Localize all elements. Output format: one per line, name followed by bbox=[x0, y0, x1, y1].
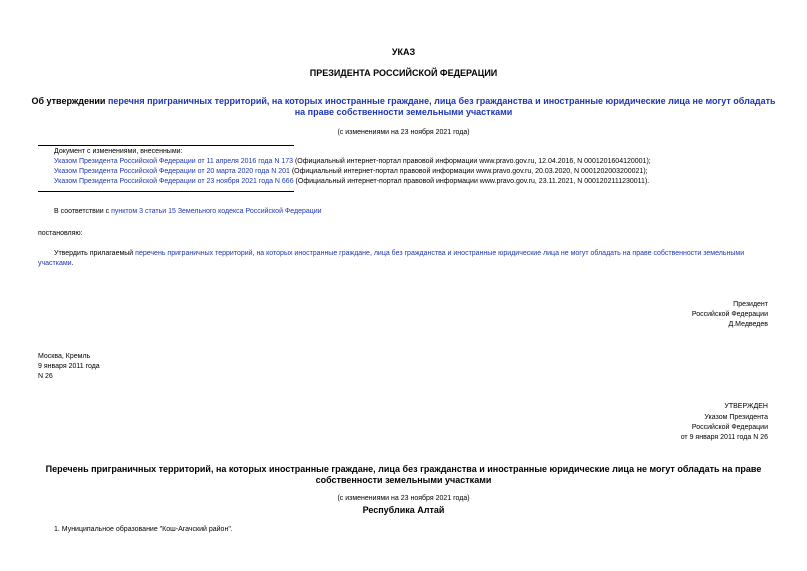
change-source: (Официальный интернет-портал правовой информации www.pravo.gov.ru, 20.03.2020, N 0001202003200021); bbox=[289, 168, 648, 175]
change-link[interactable]: Указом Президента Российской Федерации от 20 марта 2020 года N 201 bbox=[54, 168, 290, 175]
change-source: (Официальный интернет-портал правовой информации www.pravo.gov.ru, 23.11.2021, N 0001202111230011). bbox=[293, 178, 650, 185]
decree-word: постановляю: bbox=[38, 230, 83, 237]
signature-country: Российской Федерации bbox=[691, 311, 768, 318]
region-heading: Республика Алтай bbox=[362, 505, 445, 515]
approve-paragraph bbox=[54, 249, 744, 259]
approved-stamp: УТВЕРЖДЕН bbox=[724, 403, 768, 410]
approved-date: от 9 января 2011 года N 26 bbox=[680, 434, 768, 441]
change-link[interactable]: Указом Президента Российской Федерации от 23 ноября 2021 года N 666 bbox=[54, 178, 294, 185]
change-item bbox=[54, 157, 651, 167]
list-title: Перечень приграничных территорий, на которых иностранные граждане, лица без гражданства и иностранные юридические лица не могут обладать на праве bbox=[45, 464, 762, 474]
divider-top bbox=[38, 145, 294, 146]
decree-title-link[interactable]: перечня приграничных территорий, на которых иностранные граждане, лица без гражданства и иностранные юридические лица не могут обладать bbox=[107, 96, 776, 106]
signature-title: Президент bbox=[733, 301, 768, 308]
place: Москва, Кремль bbox=[38, 353, 91, 360]
approved-list-link[interactable]: перечень приграничных территорий, на которых иностранные граждане, лица без гражданства и иностранные юридические лица не могут обладать на праве собственности земельными bbox=[135, 250, 745, 257]
changes-heading: Документ с изменениями, внесенными: bbox=[54, 148, 183, 155]
amendments-note: (с изменениями на 23 ноября 2021 года) bbox=[337, 129, 470, 136]
change-source: (Официальный интернет-портал правовой информации www.pravo.gov.ru, 12.04.2016, N 0001201604120001); bbox=[293, 158, 651, 165]
list-amendments-note: (с изменениями на 23 ноября 2021 года) bbox=[337, 495, 470, 502]
approve-paragraph-line2 bbox=[38, 259, 74, 269]
decree-title bbox=[0, 96, 807, 107]
approved-by: Указом Президента bbox=[704, 414, 768, 421]
accordance-paragraph bbox=[54, 207, 322, 217]
date: 9 января 2011 года bbox=[38, 363, 100, 370]
signature-name: Д.Медведев bbox=[728, 321, 768, 328]
change-item bbox=[54, 167, 648, 177]
list-title-line2: собственности земельными участками bbox=[315, 475, 492, 485]
decree-title-link-line2[interactable]: на праве собственности земельными участками bbox=[294, 107, 513, 117]
decree-number: N 26 bbox=[38, 373, 53, 380]
change-link[interactable]: Указом Президента Российской Федерации от 11 апреля 2016 года N 173 bbox=[54, 158, 294, 165]
approved-country: Российской Федерации bbox=[691, 424, 768, 431]
approved-list-link-line2[interactable]: участками bbox=[38, 260, 72, 267]
approve-prefix: Утвердить прилагаемый bbox=[54, 250, 136, 257]
decree-title-prefix: Об утверждении bbox=[31, 96, 108, 106]
accordance-prefix: В соответствии с bbox=[54, 208, 112, 215]
change-item bbox=[54, 177, 649, 187]
approve-end: . bbox=[71, 260, 74, 267]
decree-issuer: ПРЕЗИДЕНТА РОССИЙСКОЙ ФЕДЕРАЦИИ bbox=[309, 68, 498, 78]
land-code-link[interactable]: пунктом 3 статьи 15 Земельного кодекса Российской Федерации bbox=[111, 208, 322, 215]
divider-bottom bbox=[38, 191, 294, 192]
decree-heading: УКАЗ bbox=[391, 47, 416, 57]
list-item: 1. Муниципальное образование "Кош-Агачский район". bbox=[54, 526, 233, 533]
